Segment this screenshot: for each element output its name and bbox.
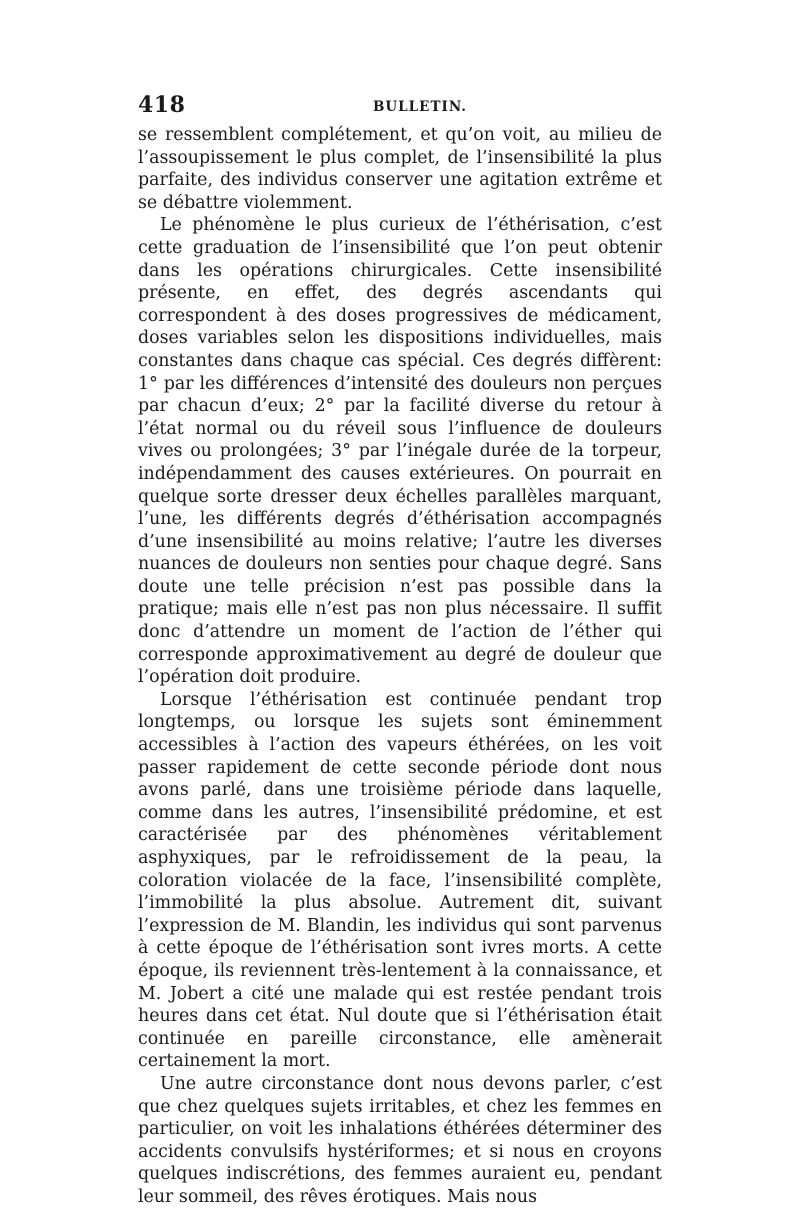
- paragraph-third-period: Lorsque l’éthérisation est continuée pendant trop longtemps, ou lorsque les sujets sont éminemment accessibles à l’action des vapeurs éthérées, on les voit passer rapidement de cette seconde période dont nous avons parlé, dans une troisième période dans laquelle, comme dans les autres, l’insensibilité prédomine, et est caractérisée par des phénomènes véritablement asphyxiques, par le refroidissement de la peau, la coloration violacée de la face, l’insensibilité complète, l’immobilité la plus absolue. Autrement dit, suivant l’expression de M. Blandin, les individus qui sont parvenus à cette époque de l’éthérisation sont ivres morts. A cette époque, ils reviennent très-lentement à la connaissance, et M. Jobert a cité une malade qui est restée pendant trois heures dans cet état. Nul doute que si l’éthérisation était continuée en pareille circonstance, elle amènerait certainement la mort.: [138, 689, 662, 1072]
- page-header: [138, 92, 662, 122]
- paragraph-continued: se ressemblent complétement, et qu’on voit, au milieu de l’assoupissement le plus complet, de l’insensibilité la plus parfaite, des individus conserver une agitation extrême et se débattre violemment.: [138, 125, 662, 213]
- page-number: 418: [138, 92, 186, 118]
- paragraph-graduation: Le phénomène le plus curieux de l’éthérisation, c’est cette graduation de l’insensibilité que l’on peut obtenir dans les opérations chirurgicales. Cette insensibilité présente, en effet, des degrés ascendants qui correspondent à des doses progressives de médicament, doses variables selon les dispositions individuelles, mais constantes dans chaque cas spécial. Ces degrés diffèrent: 1° par les différences d’intensité des douleurs non perçues par chacun d’eux; 2° par la facilité diverse du retour à l’état normal ou du réveil sous l’influence de douleurs vives ou prolongées; 3° par l’inégale durée de la torpeur, indépendamment des causes extérieures. On pourrait en quelque sorte dresser deux échelles parallèles marquant, l’une, les différents degrés d’éthérisation accompagnés d’une insensibilité au moins relative; l’autre les diverses nuances de douleurs non senties pour chaque degré. Sans doute une telle précision n’est pas possible dans la pratique; mais elle n’est pas non plus nécessaire. Il suffit donc d’attendre un moment de l’action de l’éther qui corresponde approximativement au degré de douleur que l’opération doit produire.: [138, 215, 662, 688]
- paragraph-other-circumstance: Une autre circonstance dont nous devons parler, c’est que chez quelques sujets irritables, et chez les femmes en particulier, on voit les inhalations éthérées déterminer des accidents convulsifs hystériformes; et si nous en croyons quelques indiscrétions, des femmes auraient eu, pendant leur sommeil, des rêves érotiques. Mais nous: [138, 1073, 662, 1207]
- running-head: BULLETIN.: [373, 99, 467, 115]
- body-text: [138, 124, 662, 1209]
- book-page: [138, 92, 662, 1209]
